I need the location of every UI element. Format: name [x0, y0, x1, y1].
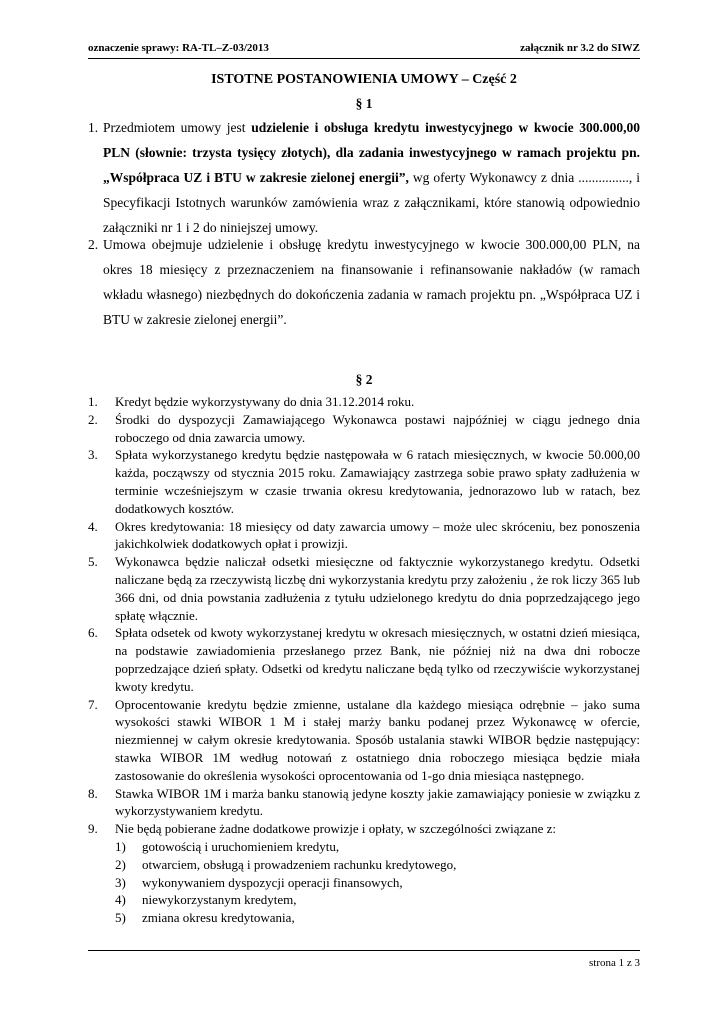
text-run: wg oferty Wykonawcy z dnia ..............., i Specyfikacji Istotnych warunków zamówienia wraz z załącznikami, które stanowią odpowiednio załączniki nr 1 i 2 do niniejszej umowy. — [103, 170, 641, 235]
sub-item-text: otwarciem, obsługą i prowadzeniem rachunku kredytowego, — [142, 856, 457, 872]
item-number: 4. — [88, 518, 98, 534]
section-1-item — [88, 232, 640, 332]
list-item — [88, 785, 640, 821]
sub-list-item — [115, 891, 640, 909]
attachment-label: załącznik nr 3.2 do SIWZ — [520, 42, 640, 54]
item-number: 1. — [88, 120, 99, 135]
item-text: Środki do dyspozycji Zamawiającego Wykonawca postawi najpóźniej w ciągu jednego dnia roboczego od dnia zawarcia umowy. — [115, 411, 640, 445]
item-number: 9. — [88, 821, 98, 837]
item-number: 1. — [88, 394, 98, 409]
sub-list-item — [115, 909, 640, 927]
item-number: 3. — [88, 447, 98, 463]
sub-item-number: 4) — [115, 892, 126, 908]
page-footer — [88, 950, 640, 971]
item-number: 8. — [88, 785, 98, 801]
list-item — [88, 518, 640, 554]
item-text: Spłata wykorzystanego kredytu będzie następowała w 6 ratach miesięcznych, w kwocie 50.000,00 każda, począwszy od stycznia 2015 roku. Zamawiający zastrzega sobie prawo spłaty zadłużenia w terminie wcześniejszym w czasie trwania okresu kredytowania, jednorazowo lub w ratach, bez dodatkowych kosztów. — [115, 447, 640, 516]
item-text: Spłata odsetek od kwoty wykorzystanej kredytu w okresach miesięcznych, w ostatni dzień miesiąca, na podstawie zawiadomienia przesłanego przez Bank, nie później niż na dwa dni robocze poprzedzające dzień spłaty. Odsetki od kredytu naliczane będą tylko od rzeczywiście wykorzystanej kwoty kredytu. — [115, 625, 640, 694]
list-item — [88, 553, 640, 624]
item-number: 7. — [88, 696, 98, 712]
text-run-bold: udzielenie i obsługa kredytu inwestycyjnego w kwocie 300.000,00 PLN (słownie: trzysta tysięcy złotych), dla zadania inwestycyjnego w ramach projektu pn. „Współpraca UZ i BTU w zakresie zielonej energii”, — [103, 120, 640, 185]
text-run: Umowa obejmuje udzielenie i obsługę kredytu inwestycyjnego w kwocie 300.000,00 PLN, na okres 18 miesięcy z przeznaczeniem na finansowanie i refinansowanie nakładów (w ramach wkładu własnego) niezbędnych do dokończenia zadania w ramach projektu pn. „Współpraca UZ i BTU w zakresie zielonej energii”. — [103, 237, 640, 327]
section-2-heading: § 2 — [355, 372, 373, 387]
case-reference: oznaczenie sprawy: RA-TL–Z-03/2013 — [88, 42, 269, 54]
section-2-list — [88, 393, 640, 927]
page-header — [88, 38, 640, 59]
item-text: Oprocentowanie kredytu będzie zmienne, ustalane dla każdego miesiąca odrębnie – jako suma wysokości stawki WIBOR 1 M i stałej marży banku podanej przez Wykonawcę w ofercie, niezmiennej w całym okresie kredytowania. Sposób ustalania stawki WIBOR będzie następujący: stawka WIBOR 1M według notowań z ostatniego dnia roboczego miesiąca będzie miała zastosowanie do określenia wysokości oprocentowania od 1-go dnia miesiąca następnego. — [115, 696, 640, 783]
document-title: ISTOTNE POSTANOWIENIA UMOWY – Część 2 — [211, 72, 517, 87]
sub-item-number: 3) — [115, 874, 126, 890]
item-text: Kredyt będzie wykorzystywany do dnia 31.12.2014 roku. — [115, 394, 415, 409]
sub-list-item — [115, 838, 640, 856]
list-item — [88, 393, 640, 411]
text-run: Przedmiotem umowy jest — [103, 120, 252, 135]
list-item — [88, 820, 640, 838]
sub-item-text: gotowością i uruchomieniem kredytu, — [142, 838, 340, 854]
item-text: Nie będą pobierane żadne dodatkowe prowizje i opłaty, w szczególności związane z: — [115, 821, 556, 837]
item-text — [103, 232, 640, 332]
item-number: 2. — [88, 411, 98, 427]
section-1-heading: § 1 — [355, 96, 373, 111]
sub-item-number: 5) — [115, 910, 126, 926]
item-number: 2. — [88, 237, 99, 252]
sub-list-item — [115, 874, 640, 892]
sub-item-text: wykonywaniem dyspozycji operacji finansowych, — [142, 874, 403, 890]
page-number: strona 1 z 3 — [588, 957, 640, 969]
list-item — [88, 696, 640, 785]
item-text: Stawka WIBOR 1M i marża banku stanowią jedyne koszty jakie zamawiający poniesie w związku z wykorzystywaniem kredytu. — [115, 785, 640, 819]
item-text: Okres kredytowania: 18 miesięcy od daty zawarcia umowy – może ulec skróceniu, bez ponoszenia jakichkolwiek dodatkowych opłat i prowizji. — [115, 518, 640, 552]
sub-item-number: 1) — [115, 838, 126, 854]
item-text — [103, 115, 640, 240]
item-number: 5. — [88, 554, 98, 570]
list-item — [88, 446, 640, 517]
sub-item-number: 2) — [115, 856, 126, 872]
list-item — [88, 624, 640, 695]
sub-item-text: zmiana okresu kredytowania, — [142, 910, 295, 926]
sub-list-item — [115, 856, 640, 874]
sub-item-text: niewykorzystanym kredytem, — [142, 892, 297, 908]
item-number: 6. — [88, 625, 98, 641]
item-text: Wykonawca będzie naliczał odsetki miesięczne od faktycznie wykorzystanego kredytu. Odsetki naliczane będą za rzeczywistą liczbę dni wykorzystania kredytu przy założeniu , że rok liczy 365 lub 366 dni, od dnia powstania zadłużenia z tytułu udzielonego kredytu do dnia poprzedzającego jego spłatę włącznie. — [115, 554, 640, 623]
list-item — [88, 411, 640, 447]
section-1-item — [88, 115, 640, 240]
